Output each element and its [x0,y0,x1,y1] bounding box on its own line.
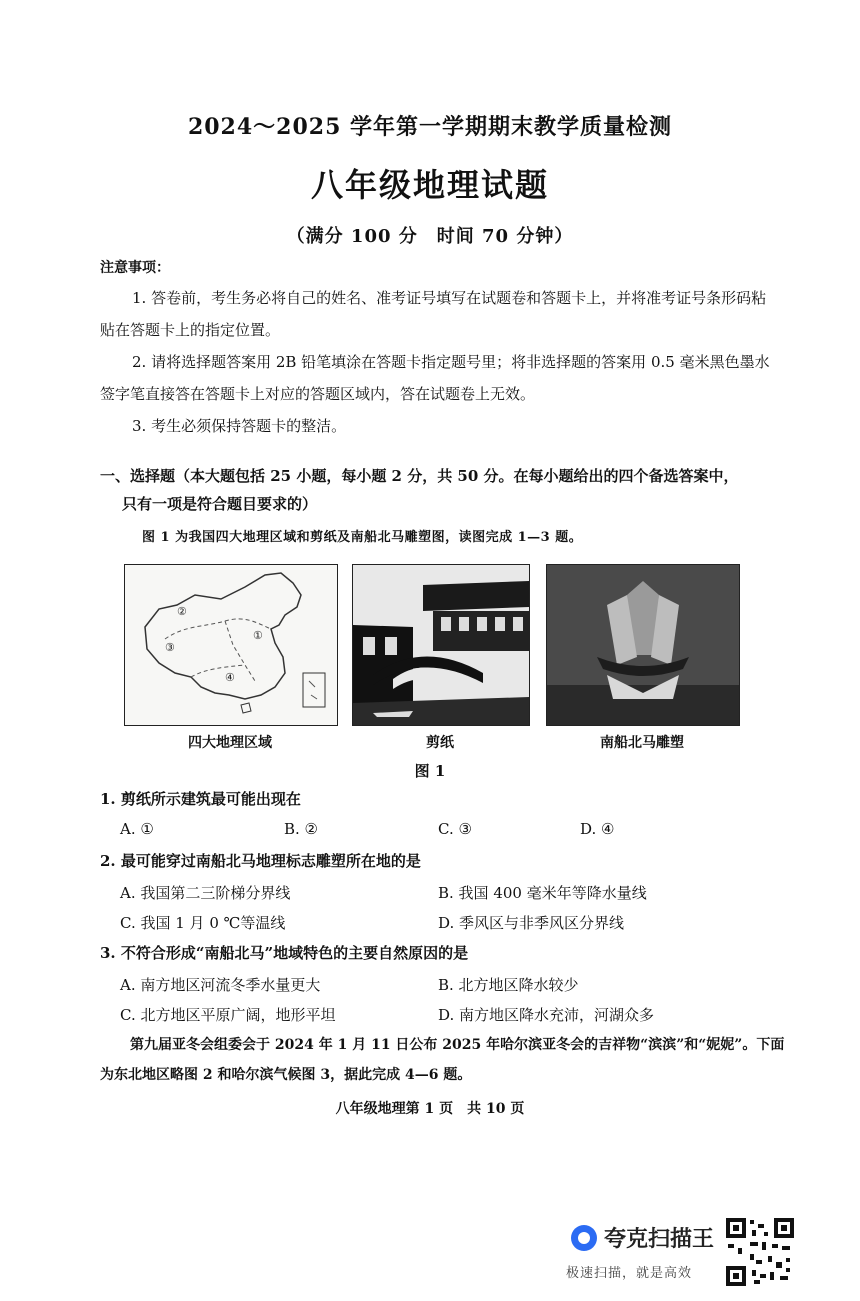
answer-option: B. ② [284,820,319,838]
brand-name: 夸克扫描王 [604,1227,715,1252]
answer-option: A. ① [120,820,154,838]
question-stem: 2. 最可能穿过南船北马地理标志雕塑所在地的是 [100,852,421,870]
papercut-image [352,564,530,726]
note-item: 3. 考生必须保持答题卡的整洁。 [132,417,347,435]
sculpture-image [546,564,740,726]
answer-option: C. 北方地区平原广阔，地形平坦 [120,1006,336,1024]
note-item: 1. 答卷前，考生务必将自己的姓名、准考证号填写在试题卷和答题卡上，并将准考证号条形码粘贴在答题卡上的指定位置。 [100,289,767,339]
caption-papercut: 剪纸 [426,735,454,751]
answer-option: C. ③ [438,820,472,838]
china-regions-map [124,564,338,726]
section-heading-cont: 只有一项是符合题目要求的） [122,495,318,513]
brand-slogan: 极速扫描，就是高效 [566,1266,693,1281]
answer-option: D. ④ [580,820,615,838]
map-marker: ① [253,629,263,642]
question-stem: 3. 不符合形成“南船北马”地域特色的主要自然原因的是 [100,944,469,962]
quark-logo-icon [570,1224,598,1252]
china-map-icon [125,565,337,725]
question-stem: 1. 剪纸所示建筑最可能出现在 [100,790,301,808]
figure-label: 图 1 [414,762,446,780]
qr-code-icon [724,1216,796,1288]
exam-info: （满分 100 分 时间 70 分钟） [286,226,574,247]
papercut-icon [353,565,529,725]
exam-title: 2024～2025 学年第一学期期末教学质量检测 [187,114,673,140]
answer-option: D. 南方地区降水充沛，河湖众多 [438,1006,655,1024]
note-item: 2. 请将选择题答案用 2B 铅笔填涂在答题卡指定题号里；将非选择题的答案用 0.5 毫米黑色墨水签字笔直接答在答题卡上对应的答题区域内，答在试题卷上无效。 [100,353,770,403]
questions-4-6-intro: 第九届亚冬会组委会于 2024 年 1 月 11 日公布 2025 年哈尔滨亚冬会的吉祥物“滨滨”和“妮妮”。下面为东北地区略图 2 和哈尔滨气候图 3，据此完成 4—6 题。 [100,1037,785,1083]
scanner-brand [560,1218,740,1288]
question-intro: 图 1 为我国四大地理区域和剪纸及南船北马雕塑图，读图完成 1—3 题。 [142,530,583,545]
map-marker: ② [177,605,187,618]
caption-sculpture: 南船北马雕塑 [600,735,684,751]
answer-option: D. 季风区与非季风区分界线 [438,914,625,932]
section-heading [100,462,780,518]
answer-option: A. 南方地区河流冬季水量更大 [120,976,321,994]
caption-map: 四大地理区域 [188,735,272,751]
answer-option: C. 我国 1 月 0 ℃等温线 [120,914,286,932]
section-heading-line: 一、选择题（本大题包括 25 小题，每小题 2 分，共 50 分。在每小题给出的四个备选答案中， [100,467,739,485]
answer-option: B. 北方地区降水较少 [438,976,579,994]
map-marker: ④ [225,671,235,684]
map-marker: ③ [165,641,175,654]
page-footer: 八年级地理第 1 页 共 10 页 [335,1101,525,1117]
answer-option: A. 我国第二三阶梯分界线 [120,884,291,902]
exam-subject: 八年级地理试题 [310,166,549,204]
answer-option: B. 我国 400 毫米年等降水量线 [438,884,647,902]
notes-heading: 注意事项： [100,260,170,276]
sculpture-icon [547,565,739,725]
